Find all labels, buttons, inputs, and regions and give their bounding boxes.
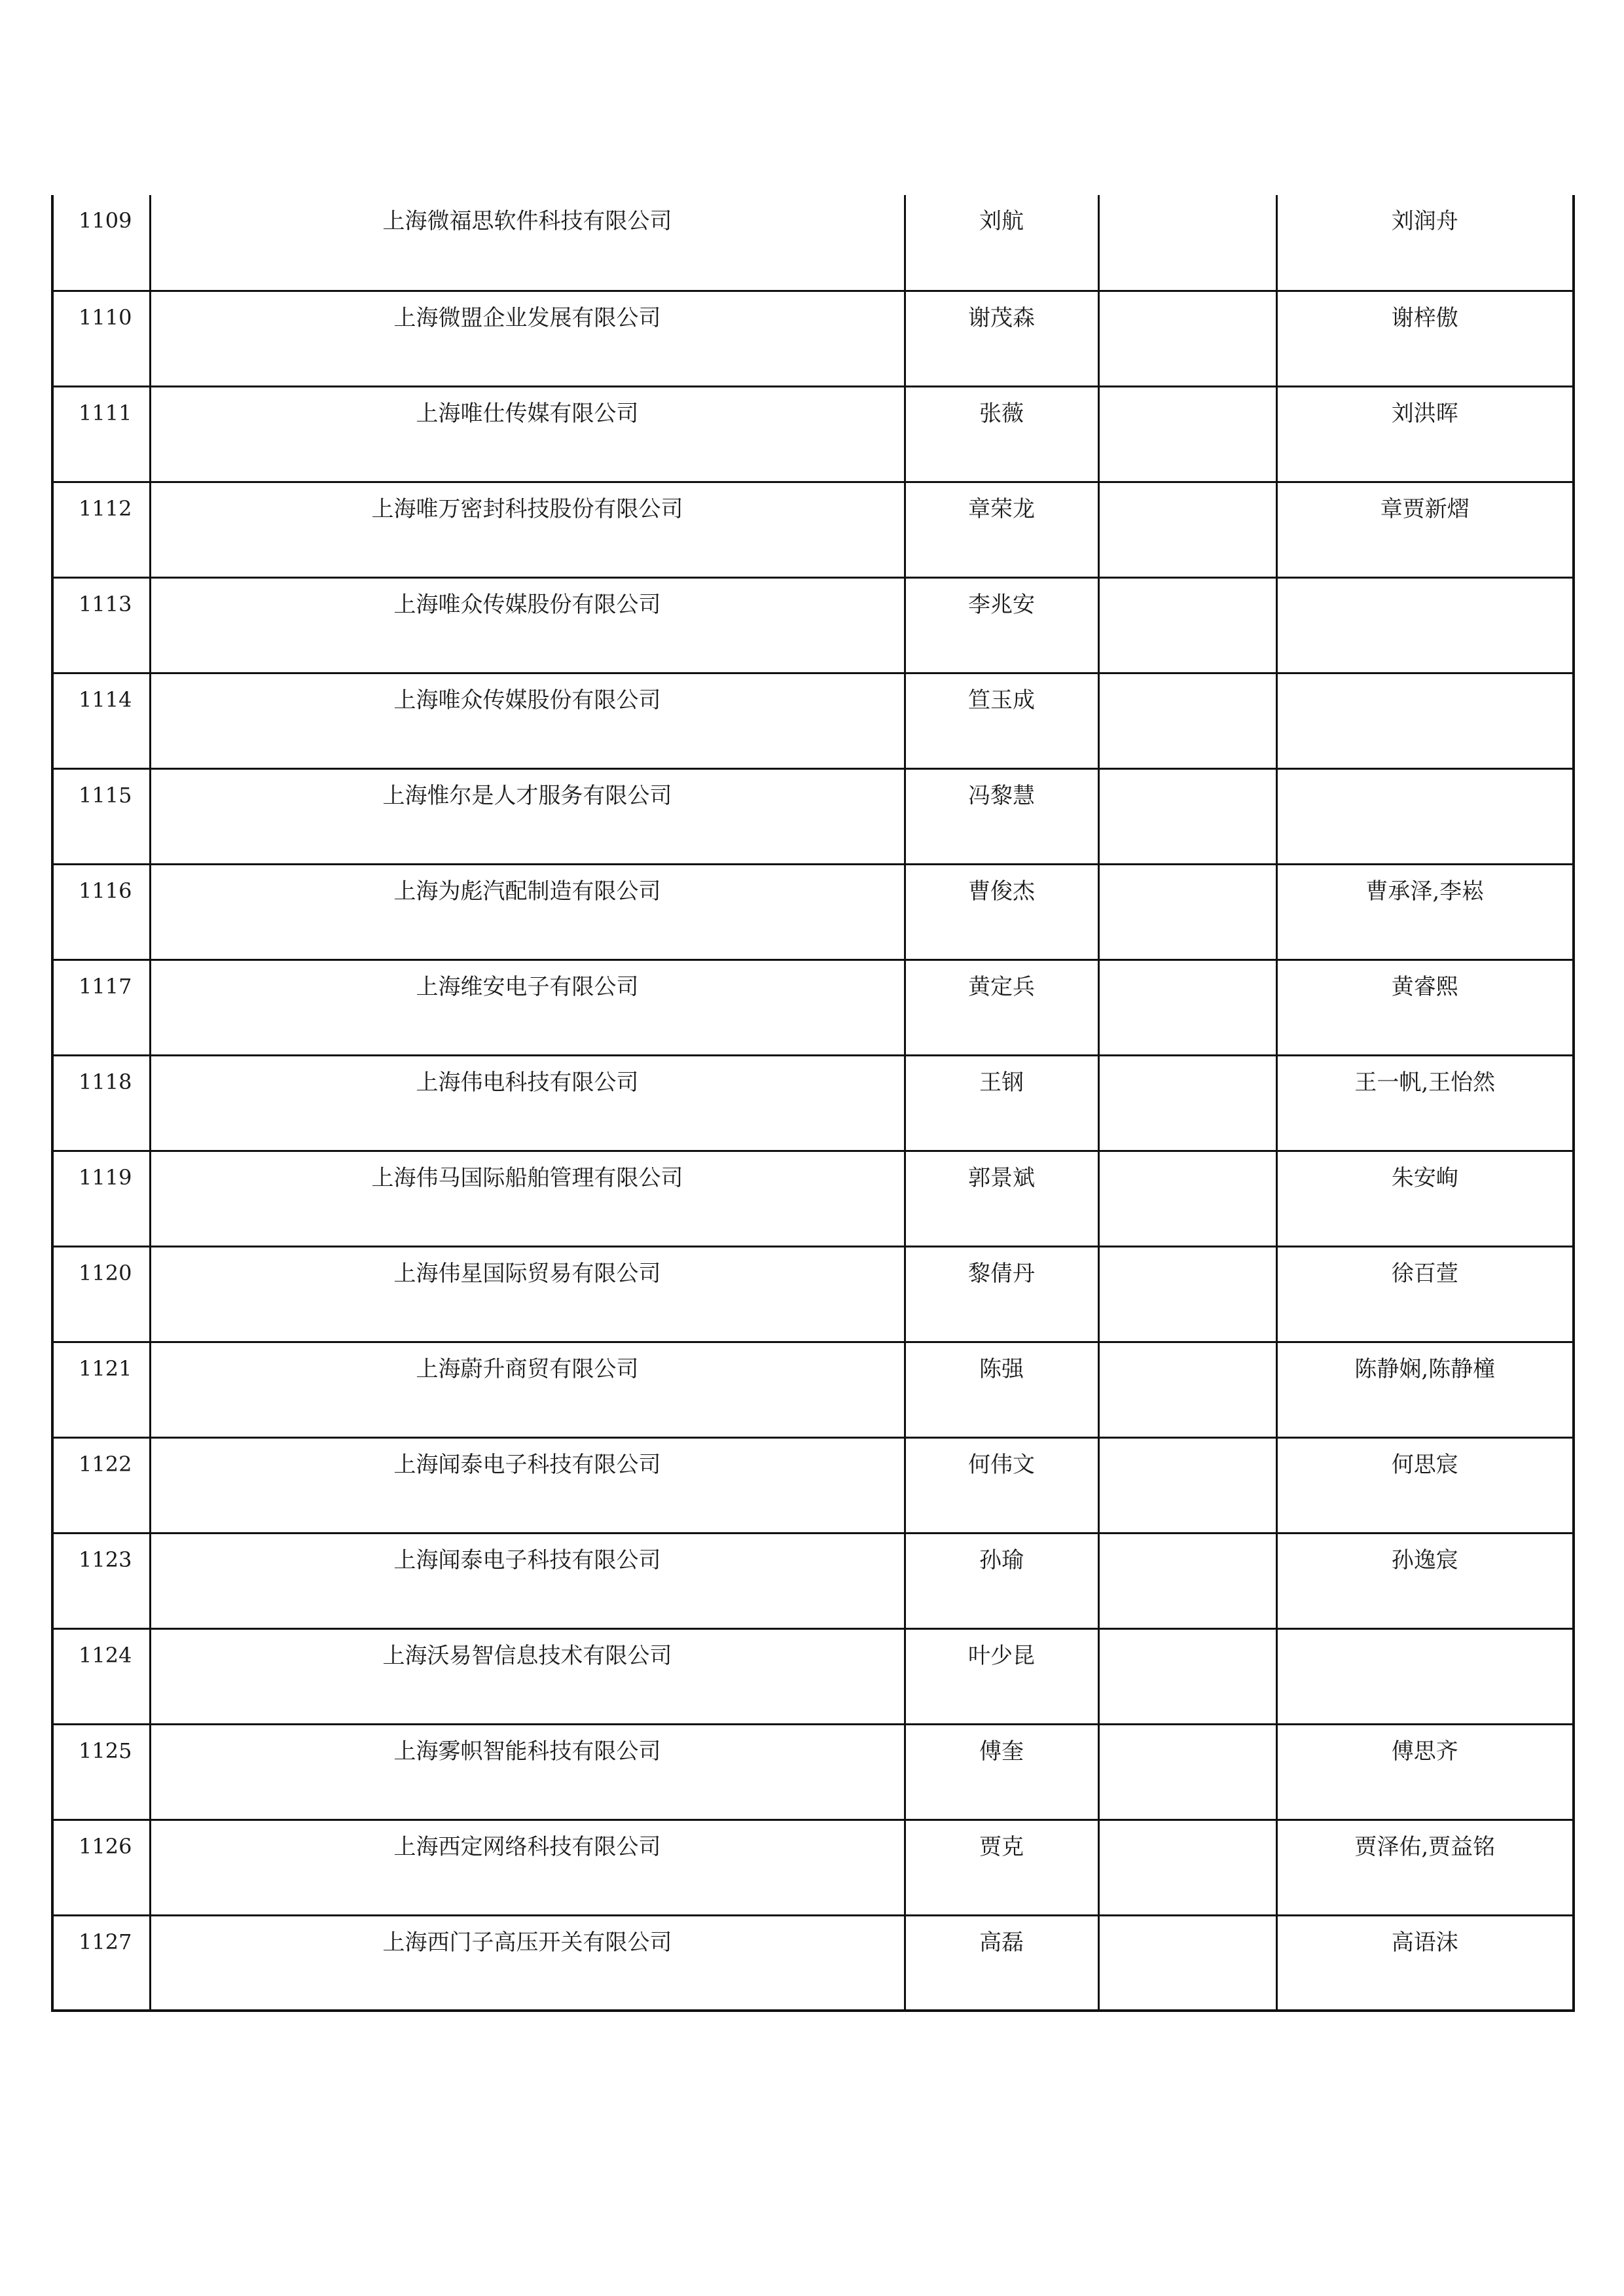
row-number-cell: 1120 <box>52 1246 150 1342</box>
table-row <box>52 864 1574 960</box>
row-number-cell: 1112 <box>52 482 150 577</box>
table-row <box>52 1055 1574 1151</box>
company-name-cell: 上海闻泰电子科技有限公司 <box>150 1533 905 1628</box>
table-row <box>52 673 1574 768</box>
row-number-cell: 1115 <box>52 768 150 864</box>
person-name-cell: 黎倩丹 <box>905 1246 1098 1342</box>
related-names-cell: 朱安峋 <box>1276 1151 1574 1246</box>
person-name-cell: 叶少昆 <box>905 1628 1098 1724</box>
person-name-cell: 高磊 <box>905 1915 1098 2011</box>
related-names-cell: 刘润舟 <box>1276 195 1574 291</box>
related-names-cell: 黄睿熙 <box>1276 960 1574 1055</box>
person-name-cell: 孙瑜 <box>905 1533 1098 1628</box>
blank-cell <box>1098 1533 1276 1628</box>
blank-cell <box>1098 1342 1276 1437</box>
person-name-cell: 笪玉成 <box>905 673 1098 768</box>
blank-cell <box>1098 673 1276 768</box>
person-name-cell: 贾克 <box>905 1820 1098 1915</box>
related-names-cell <box>1276 1628 1574 1724</box>
table-row <box>52 1628 1574 1724</box>
blank-cell <box>1098 1437 1276 1533</box>
blank-cell <box>1098 1915 1276 2011</box>
company-name-cell: 上海微福思软件科技有限公司 <box>150 195 905 291</box>
table-row <box>52 386 1574 482</box>
person-name-cell: 黄定兵 <box>905 960 1098 1055</box>
blank-cell <box>1098 1055 1276 1151</box>
person-name-cell: 陈强 <box>905 1342 1098 1437</box>
person-name-cell: 章荣龙 <box>905 482 1098 577</box>
blank-cell <box>1098 291 1276 386</box>
blank-cell <box>1098 1820 1276 1915</box>
row-number-cell: 1124 <box>52 1628 150 1724</box>
person-name-cell: 郭景斌 <box>905 1151 1098 1246</box>
related-names-cell: 徐百萱 <box>1276 1246 1574 1342</box>
blank-cell <box>1098 768 1276 864</box>
company-name-cell: 上海西定网络科技有限公司 <box>150 1820 905 1915</box>
row-number-cell: 1122 <box>52 1437 150 1533</box>
blank-cell <box>1098 195 1276 291</box>
table-row <box>52 1342 1574 1437</box>
blank-cell <box>1098 1724 1276 1820</box>
related-names-cell: 贾泽佑,贾益铭 <box>1276 1820 1574 1915</box>
related-names-cell: 曹承泽,李崧 <box>1276 864 1574 960</box>
related-names-cell: 章贾新熠 <box>1276 482 1574 577</box>
company-name-cell: 上海唯万密封科技股份有限公司 <box>150 482 905 577</box>
company-name-cell: 上海唯仕传媒有限公司 <box>150 386 905 482</box>
table-row <box>52 1820 1574 1915</box>
company-name-cell: 上海唯众传媒股份有限公司 <box>150 673 905 768</box>
row-number-cell: 1125 <box>52 1724 150 1820</box>
related-names-cell: 陈静娴,陈静橦 <box>1276 1342 1574 1437</box>
company-name-cell: 上海伟马国际船舶管理有限公司 <box>150 1151 905 1246</box>
row-number-cell: 1117 <box>52 960 150 1055</box>
row-number-cell: 1109 <box>52 195 150 291</box>
table-row <box>52 195 1574 291</box>
related-names-cell: 王一帆,王怡然 <box>1276 1055 1574 1151</box>
related-names-cell: 谢梓傲 <box>1276 291 1574 386</box>
company-name-cell: 上海闻泰电子科技有限公司 <box>150 1437 905 1533</box>
row-number-cell: 1121 <box>52 1342 150 1437</box>
person-name-cell: 傅奎 <box>905 1724 1098 1820</box>
row-number-cell: 1113 <box>52 577 150 673</box>
blank-cell <box>1098 386 1276 482</box>
table-row <box>52 1533 1574 1628</box>
row-number-cell: 1110 <box>52 291 150 386</box>
blank-cell <box>1098 577 1276 673</box>
related-names-cell: 傅思齐 <box>1276 1724 1574 1820</box>
company-name-cell: 上海西门子高压开关有限公司 <box>150 1915 905 2011</box>
table-row <box>52 1437 1574 1533</box>
company-name-cell: 上海维安电子有限公司 <box>150 960 905 1055</box>
company-name-cell: 上海伟星国际贸易有限公司 <box>150 1246 905 1342</box>
row-number-cell: 1127 <box>52 1915 150 2011</box>
related-names-cell: 何思宸 <box>1276 1437 1574 1533</box>
company-name-cell: 上海蔚升商贸有限公司 <box>150 1342 905 1437</box>
table-row <box>52 768 1574 864</box>
blank-cell <box>1098 1151 1276 1246</box>
related-names-cell <box>1276 577 1574 673</box>
related-names-cell: 刘洪晖 <box>1276 386 1574 482</box>
blank-cell <box>1098 960 1276 1055</box>
table-row <box>52 1724 1574 1820</box>
blank-cell <box>1098 1628 1276 1724</box>
row-number-cell: 1119 <box>52 1151 150 1246</box>
company-name-cell: 上海唯众传媒股份有限公司 <box>150 577 905 673</box>
company-name-cell: 上海惟尔是人才服务有限公司 <box>150 768 905 864</box>
related-names-cell: 高语沫 <box>1276 1915 1574 2011</box>
blank-cell <box>1098 1246 1276 1342</box>
table-row <box>52 960 1574 1055</box>
related-names-cell <box>1276 768 1574 864</box>
table-row <box>52 1915 1574 2011</box>
person-name-cell: 谢茂森 <box>905 291 1098 386</box>
related-names-cell <box>1276 673 1574 768</box>
company-name-cell: 上海伟电科技有限公司 <box>150 1055 905 1151</box>
person-name-cell: 李兆安 <box>905 577 1098 673</box>
company-name-cell: 上海雾帜智能科技有限公司 <box>150 1724 905 1820</box>
row-number-cell: 1126 <box>52 1820 150 1915</box>
blank-cell <box>1098 864 1276 960</box>
person-name-cell: 王钢 <box>905 1055 1098 1151</box>
person-name-cell: 冯黎慧 <box>905 768 1098 864</box>
person-name-cell: 曹俊杰 <box>905 864 1098 960</box>
roster-table <box>51 195 1575 2012</box>
person-name-cell: 刘航 <box>905 195 1098 291</box>
row-number-cell: 1114 <box>52 673 150 768</box>
roster-table-body <box>52 195 1574 2011</box>
blank-cell <box>1098 482 1276 577</box>
person-name-cell: 何伟文 <box>905 1437 1098 1533</box>
table-row <box>52 482 1574 577</box>
company-name-cell: 上海为彪汽配制造有限公司 <box>150 864 905 960</box>
person-name-cell: 张薇 <box>905 386 1098 482</box>
row-number-cell: 1116 <box>52 864 150 960</box>
company-name-cell: 上海沃易智信息技术有限公司 <box>150 1628 905 1724</box>
table-row <box>52 1151 1574 1246</box>
company-name-cell: 上海微盟企业发展有限公司 <box>150 291 905 386</box>
row-number-cell: 1111 <box>52 386 150 482</box>
table-row <box>52 291 1574 386</box>
table-row <box>52 1246 1574 1342</box>
related-names-cell: 孙逸宸 <box>1276 1533 1574 1628</box>
row-number-cell: 1123 <box>52 1533 150 1628</box>
row-number-cell: 1118 <box>52 1055 150 1151</box>
table-row <box>52 577 1574 673</box>
